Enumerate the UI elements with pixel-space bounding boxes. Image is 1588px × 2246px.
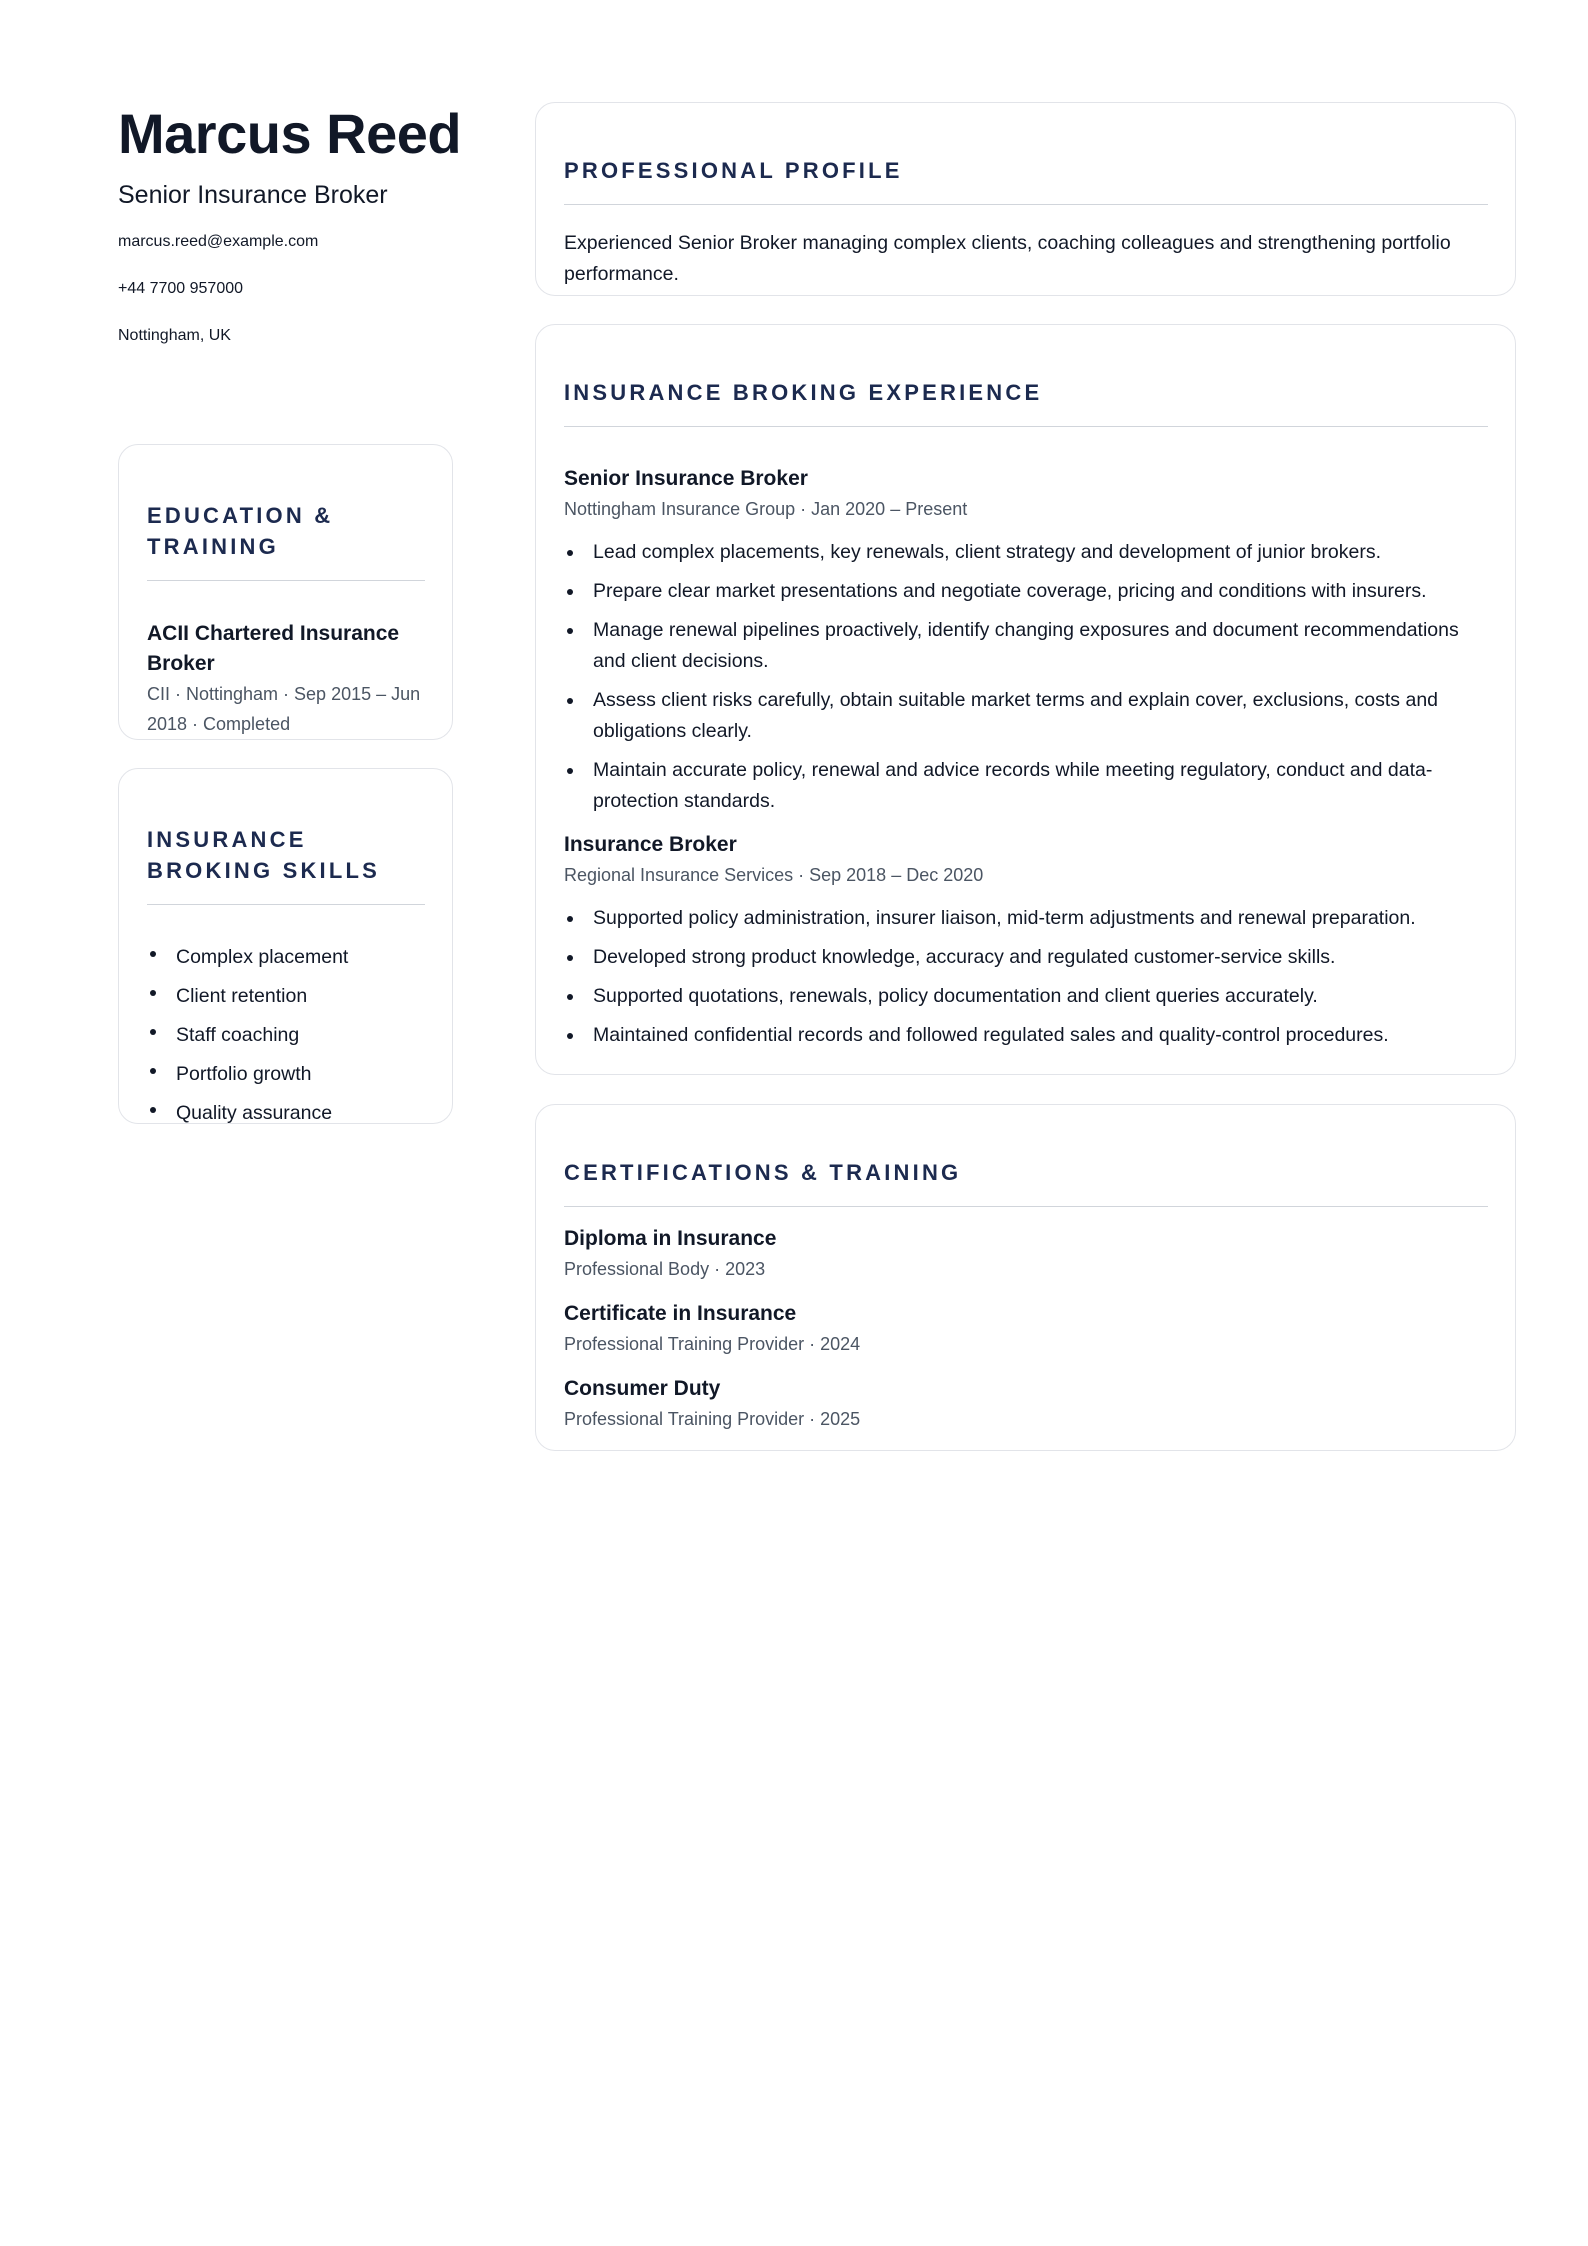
profile-summary: Experienced Senior Broker managing complex clients, coaching colleagues and strengthening portfolio performance. [564, 232, 1451, 285]
education-entry-meta: CII · Nottingham · Sep 2015 – Jun 2018 · Completed [147, 684, 421, 734]
skills-heading: INSURANCE BROKING SKILLS [147, 827, 381, 883]
skill-item: Complex placement [147, 938, 425, 977]
certification-title: Certificate in Insurance [564, 1302, 797, 1325]
contact-phone[interactable]: +44 7700 957000 [118, 280, 244, 298]
certifications-card [535, 1104, 1516, 1451]
skill-item: Portfolio growth [147, 1055, 425, 1094]
job-bullet: Supported quotations, renewals, policy documentation and client queries accurately. [564, 981, 1488, 1012]
education-heading: EDUCATION & TRAINING [147, 503, 334, 559]
sidebar [118, 100, 462, 373]
contact-location: Nottingham, UK [118, 327, 231, 345]
job-title: Senior Insurance Broker [564, 467, 808, 490]
job-meta: Regional Insurance Services · Sep 2018 – Dec 2020 [564, 865, 984, 885]
certification-entry [564, 1299, 1488, 1359]
certifications-divider [564, 1206, 1488, 1207]
job-entry [564, 464, 1488, 817]
skills-list [147, 938, 425, 1133]
job-bullets [564, 903, 1488, 1051]
skill-item: Quality assurance [147, 1094, 425, 1133]
job-bullet: Maintain accurate policy, renewal and advice records while meeting regulatory, conduct and data-protection standards. [564, 755, 1488, 817]
job-bullet: Maintained confidential records and followed regulated sales and quality-control procedures. [564, 1020, 1488, 1051]
job-bullets [564, 537, 1488, 817]
certification-entry [564, 1374, 1488, 1434]
skill-item: Client retention [147, 977, 425, 1016]
job-bullet: Prepare clear market presentations and negotiate coverage, pricing and conditions with insurers. [564, 576, 1488, 607]
profile-heading: PROFESSIONAL PROFILE [564, 158, 903, 183]
contact-email[interactable]: marcus.reed@example.com [118, 233, 319, 251]
profile-divider [564, 204, 1488, 205]
job-entry [564, 830, 1488, 1051]
job-meta: Nottingham Insurance Group · Jan 2020 – Present [564, 499, 968, 519]
experience-heading: INSURANCE BROKING EXPERIENCE [564, 380, 1043, 405]
experience-divider [564, 426, 1488, 427]
contact-block [118, 232, 452, 346]
education-entry [147, 619, 425, 739]
skill-item: Staff coaching [147, 1016, 425, 1055]
certification-meta: Professional Training Provider · 2025 [564, 1409, 861, 1429]
job-bullet: Lead complex placements, key renewals, client strategy and development of junior brokers. [564, 537, 1488, 568]
education-card [118, 444, 453, 740]
job-title: Insurance Broker [564, 833, 737, 856]
education-divider [147, 580, 425, 581]
certification-meta: Professional Training Provider · 2024 [564, 1334, 861, 1354]
profile-card [535, 102, 1516, 296]
certifications-heading: CERTIFICATIONS & TRAINING [564, 1160, 962, 1185]
certification-title: Diploma in Insurance [564, 1227, 777, 1250]
certification-title: Consumer Duty [564, 1377, 721, 1400]
candidate-role: Senior Insurance Broker [118, 181, 388, 210]
job-bullet: Developed strong product knowledge, accuracy and regulated customer-service skills. [564, 942, 1488, 973]
certification-entry [564, 1224, 1488, 1284]
certification-meta: Professional Body · 2023 [564, 1259, 766, 1279]
job-bullet: Supported policy administration, insurer liaison, mid-term adjustments and renewal preparation. [564, 903, 1488, 934]
experience-card [535, 324, 1516, 1075]
skills-card [118, 768, 453, 1124]
job-bullet: Manage renewal pipelines proactively, identify changing exposures and document recommendations and client decisions. [564, 615, 1488, 677]
education-entry-title: ACII Chartered Insurance Broker [147, 622, 400, 675]
skills-divider [147, 904, 425, 905]
job-bullet: Assess client risks carefully, obtain suitable market terms and explain cover, exclusions, costs and obligations clearly. [564, 685, 1488, 747]
candidate-name: Marcus Reed [118, 102, 462, 165]
